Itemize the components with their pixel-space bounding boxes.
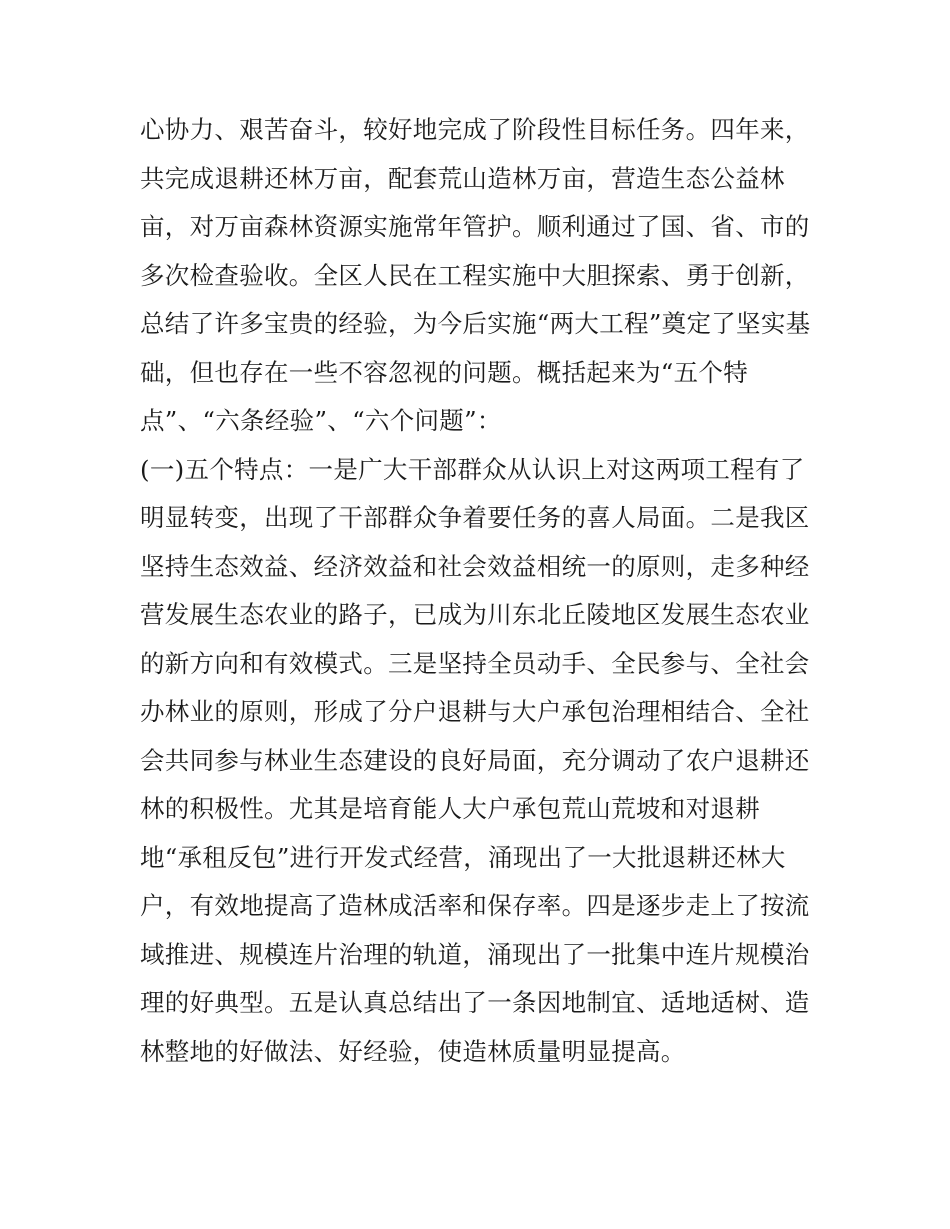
text-line: 林的积极性。尤其是培育能人大户承包荒山荒坡和对退耕 — [140, 794, 760, 823]
text-line: 多次检查验收。全区人民在工程实施中大胆探索、勇于创新， — [140, 260, 810, 290]
text-line: 总结了许多宝贵的经验，为今后实施“两大工程”奠定了坚实基 — [140, 309, 811, 338]
text-line: 础，但也存在一些不容忽视的问题。概括起来为“五个特 — [140, 357, 749, 387]
text-line: 亩，对万亩森林资源实施常年管护。顺利通过了国、省、市的 — [140, 212, 810, 241]
text-line: 地“承租反包”进行开发式经营，涌现出了一大批退耕还林大 — [140, 842, 786, 872]
text-line: 明显转变，出现了干部群众争着要任务的喜人局面。二是我区 — [140, 503, 810, 532]
text-line: 会共同参与林业生态建设的良好局面，充分调动了农户退耕还 — [140, 745, 810, 775]
text-line: 域推进、规模连片治理的轨道，涌现出了一批集中连片规模治 — [140, 939, 810, 969]
text-line: 心协力、艰苦奋斗，较好地完成了阶段性目标任务。四年来， — [140, 115, 810, 144]
text-line: 理的好典型。五是认真总结出了一条因地制宜、适地适树、造 — [140, 988, 810, 1017]
text-line: 的新方向和有效模式。三是坚持全员动手、全民参与、全社会 — [140, 648, 810, 678]
text-line: (一)五个特点：一是广大干部群众从认识上对这两项工程有了 — [140, 454, 805, 484]
text-line: 坚持生态效益、经济效益和社会效益相统一的原则，走多种经 — [140, 551, 810, 581]
text-line: 共完成退耕还林万亩，配套荒山造林万亩，营造生态公益林 — [140, 163, 785, 193]
body-text — [140, 106, 820, 1076]
text-line: 林整地的好做法、好经验，使造林质量明显提高。 — [140, 1036, 686, 1066]
text-line: 办林业的原则，形成了分户退耕与大户承包治理相结合、全社 — [140, 697, 810, 726]
text-line: 点”、“六条经验”、“六个问题”： — [140, 406, 502, 435]
text-line: 户，有效地提高了造林成活率和保存率。四是逐步走上了按流 — [140, 891, 810, 920]
text-line: 营发展生态农业的路子，已成为川东北丘陵地区发展生态农业 — [140, 600, 810, 629]
